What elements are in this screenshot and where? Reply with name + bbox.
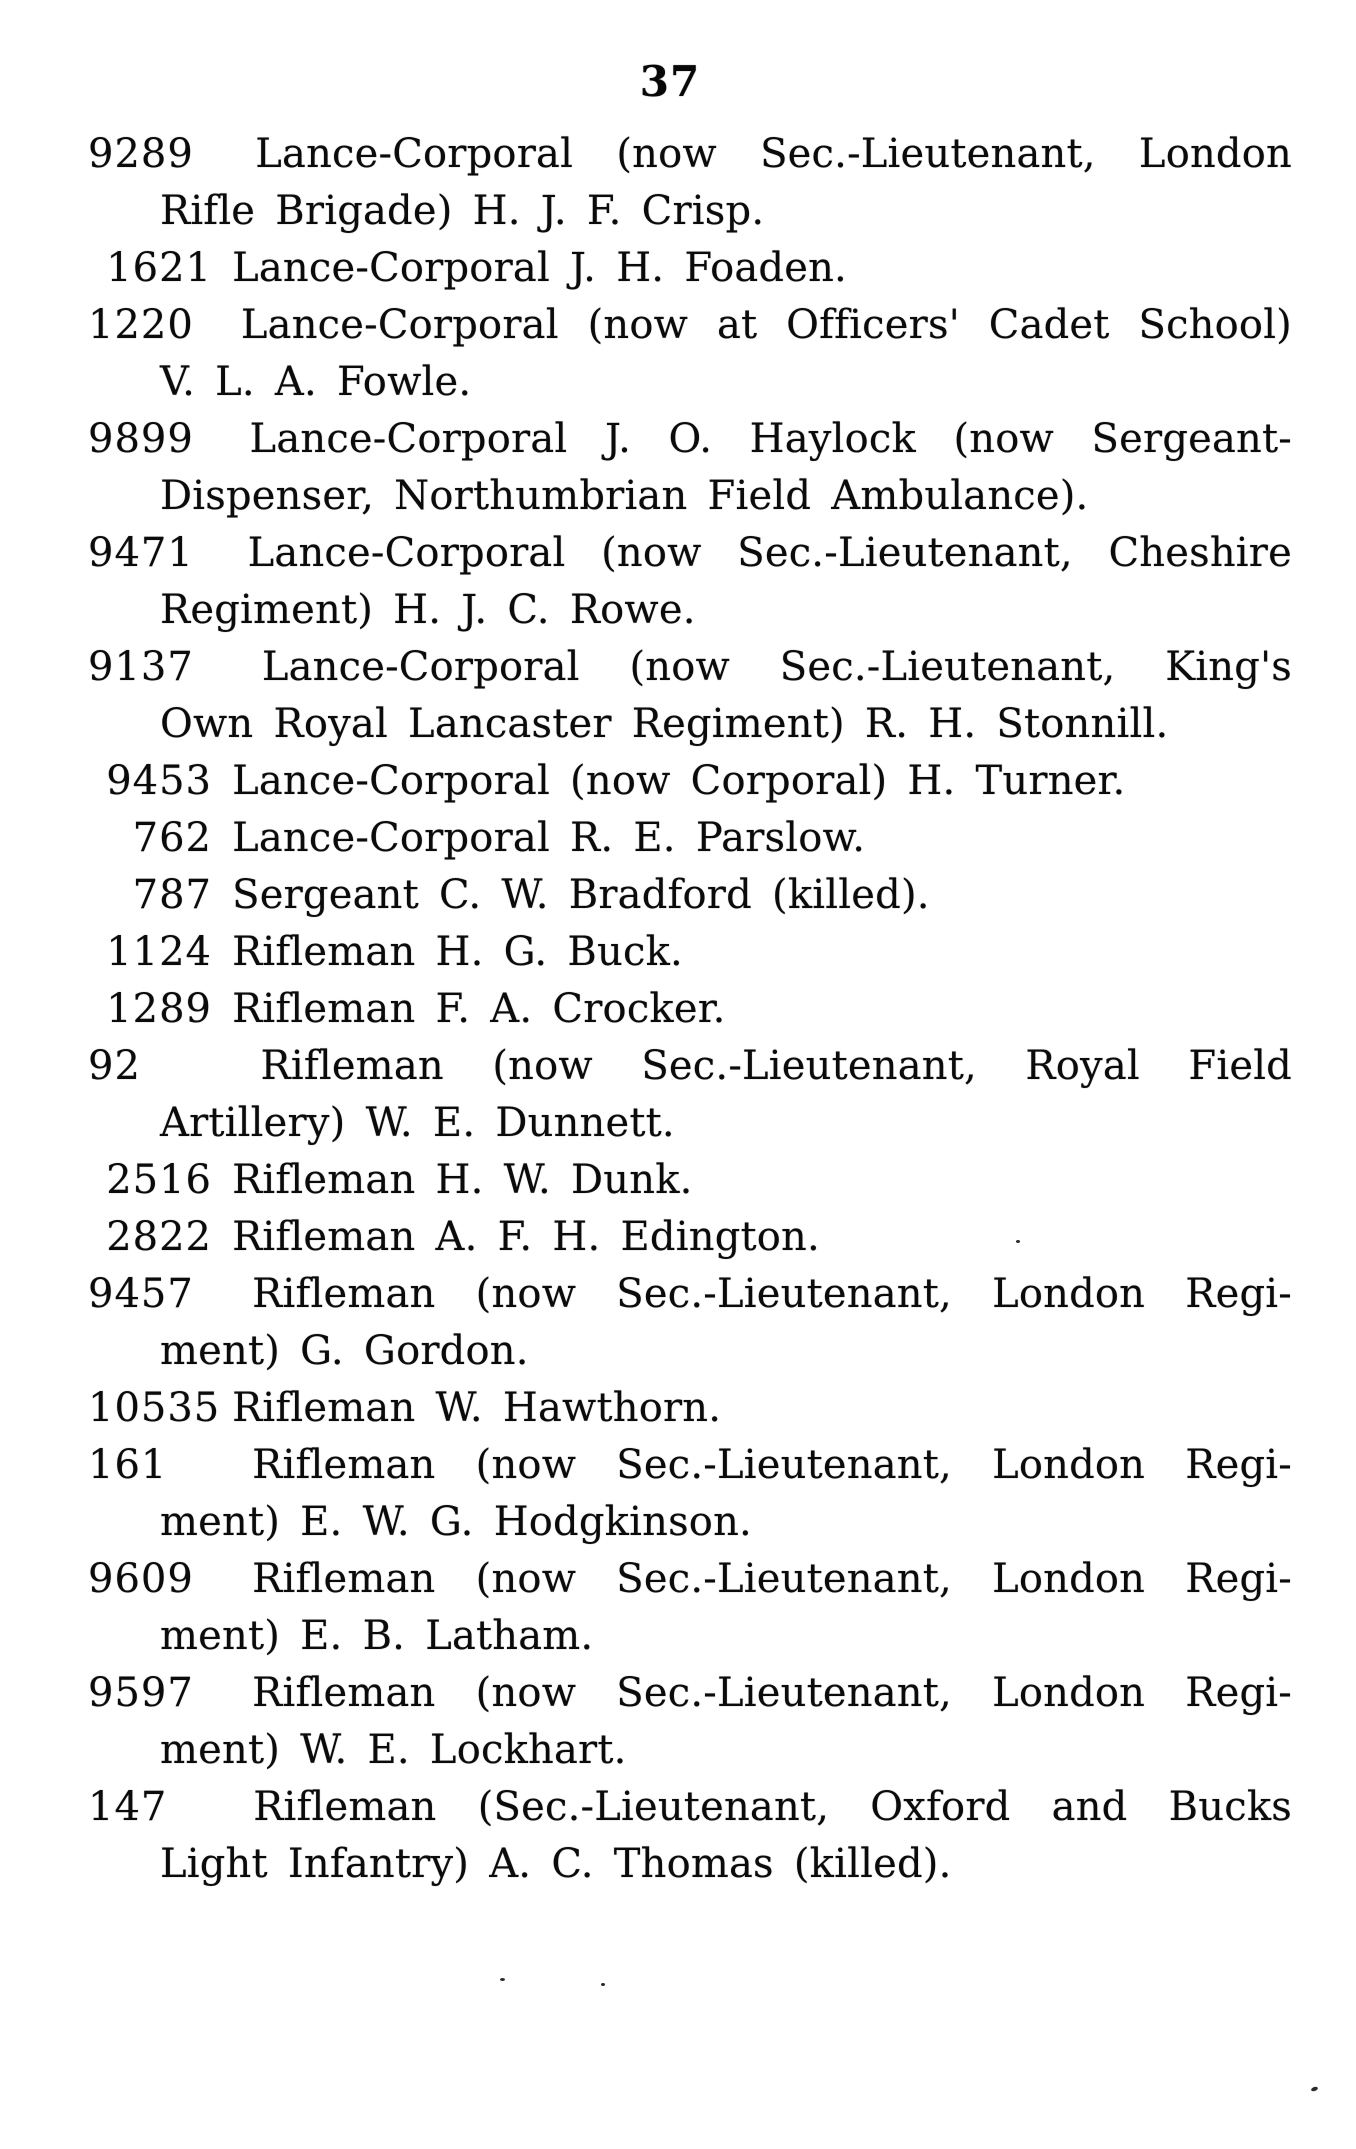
list-item — [88, 639, 1292, 753]
entry-continuation-line: Rifle Brigade) H. J. F. Crisp. — [160, 188, 765, 234]
service-number: 1220 — [88, 302, 194, 348]
entry-first-line: 147 Rifleman (Sec.-Lieutenant, Oxford and Bucks — [88, 1779, 1292, 1836]
list-item — [88, 867, 1292, 924]
list-item — [88, 1665, 1292, 1779]
service-number: 9457 — [88, 1271, 194, 1317]
entry-first-line: 762 Lance-Corporal R. E. Parslow. — [88, 810, 1292, 867]
service-number: 9609 — [88, 1556, 194, 1602]
list-item — [88, 810, 1292, 867]
scan-speck — [1016, 1240, 1020, 1243]
service-number: 161 — [88, 1442, 168, 1488]
list-item — [88, 1380, 1292, 1437]
service-number: 2516 — [106, 1157, 212, 1203]
entry-continuation-line: Regiment) H. J. C. Rowe. — [160, 587, 696, 633]
entry-continuation-line: Artillery) W. E. Dunnett. — [160, 1100, 675, 1146]
entry-continuation-line: ment) W. E. Lockhart. — [160, 1727, 627, 1773]
entry-first-line: 2516 Rifleman H. W. Dunk. — [88, 1152, 1292, 1209]
entry-continuation-line: ment) E. B. Latham. — [160, 1613, 594, 1659]
service-number: 9453 — [106, 758, 212, 804]
service-number: 1124 — [106, 929, 212, 975]
list-item — [88, 1209, 1292, 1266]
service-number: 9289 — [88, 131, 194, 177]
entry-first-line: 92 Rifleman (now Sec.-Lieutenant, Royal Field — [88, 1038, 1292, 1095]
service-number: 92 — [88, 1043, 141, 1089]
entry-first-line: 1621 Lance-Corporal J. H. Foaden. — [88, 240, 1292, 297]
scan-speck — [601, 1983, 605, 1986]
entry-first-line: 787 Sergeant C. W. Bradford (killed). — [88, 867, 1292, 924]
list-item — [88, 1437, 1292, 1551]
entry-continuation-line: Own Royal Lancaster Regiment) R. H. Stonnill. — [160, 701, 1169, 747]
roll-of-honour-list — [88, 126, 1292, 1893]
list-item — [88, 1779, 1292, 1893]
scan-speck — [500, 1978, 505, 1981]
entry-first-line: 9137 Lance-Corporal (now Sec.-Lieutenant, King's — [88, 639, 1292, 696]
list-item — [88, 126, 1292, 240]
scan-speck — [1311, 2086, 1319, 2092]
list-item — [88, 1551, 1292, 1665]
service-number: 9471 — [88, 530, 194, 576]
entry-first-line: 9453 Lance-Corporal (now Corporal) H. Turner. — [88, 753, 1292, 810]
service-number: 9899 — [88, 416, 194, 462]
list-item — [88, 753, 1292, 810]
service-number: 147 — [88, 1784, 168, 1830]
list-item — [88, 297, 1292, 411]
list-item — [88, 924, 1292, 981]
entry-first-line: 2822 Rifleman A. F. H. Edington. — [88, 1209, 1292, 1266]
list-item — [88, 1266, 1292, 1380]
entry-first-line: 9289 Lance-Corporal (now Sec.-Lieutenant, London — [88, 126, 1292, 183]
entry-first-line: 1289 Rifleman F. A. Crocker. — [88, 981, 1292, 1038]
entry-continuation-line: ment) E. W. G. Hodgkinson. — [160, 1499, 752, 1545]
list-item — [88, 1152, 1292, 1209]
service-number: 2822 — [106, 1214, 212, 1260]
entry-first-line: 10535 Rifleman W. Hawthorn. — [88, 1380, 1292, 1437]
entry-first-line: 9899 Lance-Corporal J. O. Haylock (now Sergeant- — [88, 411, 1292, 468]
service-number: 9597 — [88, 1670, 194, 1716]
list-item — [88, 1038, 1292, 1152]
service-number: 9137 — [88, 644, 194, 690]
list-item — [88, 525, 1292, 639]
service-number: 10535 — [88, 1385, 221, 1431]
service-number: 762 — [132, 815, 212, 861]
service-number: 787 — [132, 872, 212, 918]
entry-continuation-line: ment) G. Gordon. — [160, 1328, 529, 1374]
list-item — [88, 411, 1292, 525]
list-item — [88, 981, 1292, 1038]
entry-first-line: 9609 Rifleman (now Sec.-Lieutenant, London Regi- — [88, 1551, 1292, 1608]
entry-continuation-line: V. L. A. Fowle. — [160, 359, 472, 405]
entry-continuation-line: Dispenser, Northumbrian Field Ambulance). — [160, 473, 1089, 519]
page-number: 37 — [639, 57, 701, 106]
entry-first-line: 1124 Rifleman H. G. Buck. — [88, 924, 1292, 981]
entry-first-line: 1220 Lance-Corporal (now at Officers' Cadet School) — [88, 297, 1292, 354]
entry-continuation-line: Light Infantry) A. C. Thomas (killed). — [160, 1841, 952, 1887]
service-number: 1621 — [106, 245, 212, 291]
service-number: 1289 — [106, 986, 212, 1032]
entry-first-line: 9597 Rifleman (now Sec.-Lieutenant, London Regi- — [88, 1665, 1292, 1722]
entry-first-line: 161 Rifleman (now Sec.-Lieutenant, London Regi- — [88, 1437, 1292, 1494]
entry-first-line: 9471 Lance-Corporal (now Sec.-Lieutenant, Cheshire — [88, 525, 1292, 582]
entry-first-line: 9457 Rifleman (now Sec.-Lieutenant, London Regi- — [88, 1266, 1292, 1323]
list-item — [88, 240, 1292, 297]
